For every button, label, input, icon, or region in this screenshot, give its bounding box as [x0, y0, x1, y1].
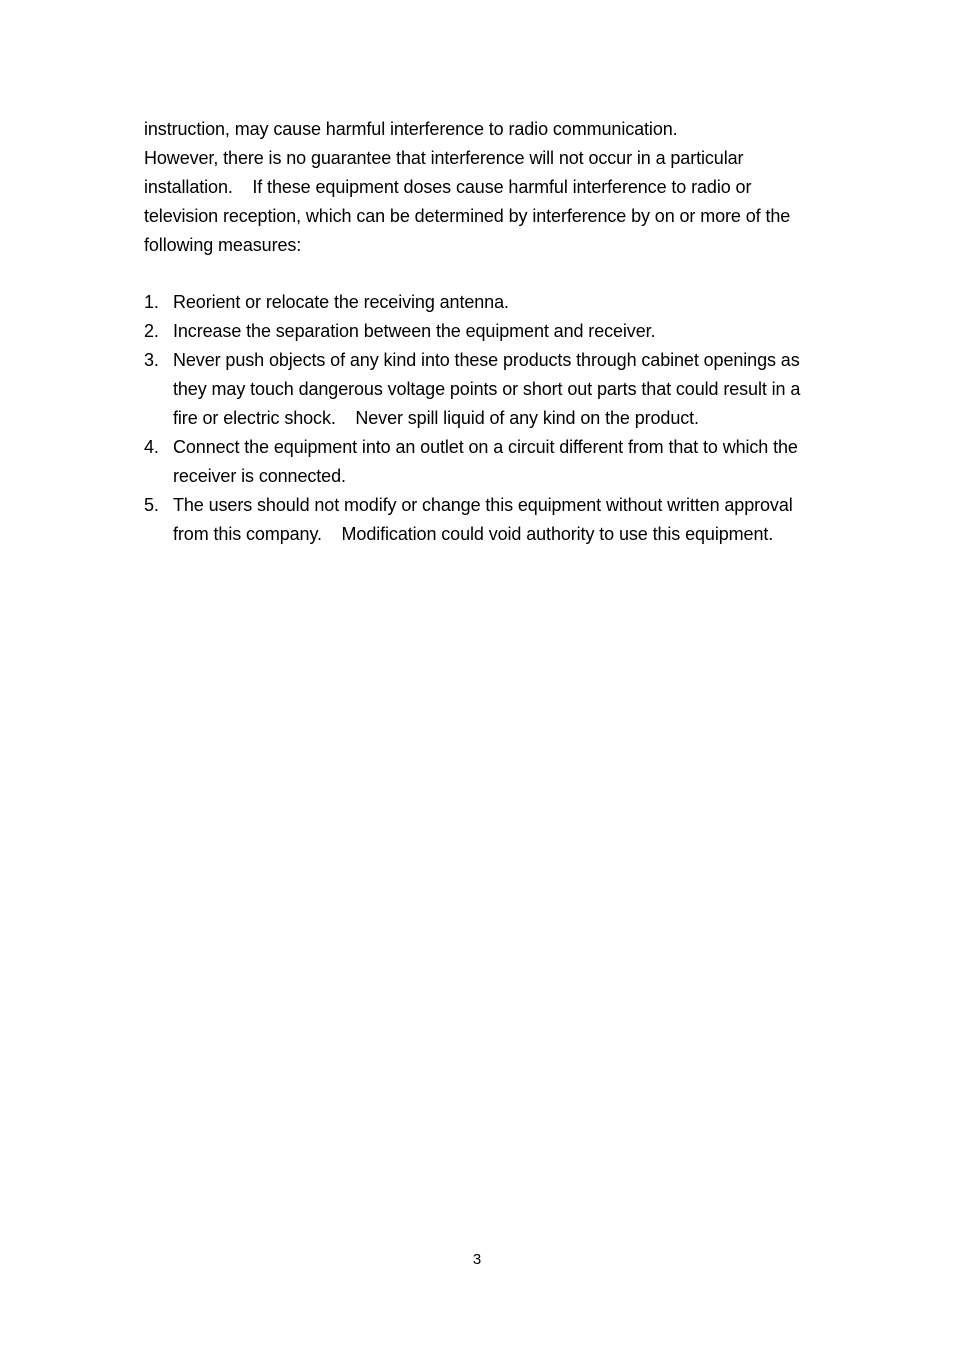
list-item-number: 4.: [144, 437, 159, 457]
list-item-number: 2.: [144, 321, 159, 341]
page-number: 3: [472, 1251, 482, 1268]
list-item-text: Increase the separation between the equipment and receiver.: [173, 321, 656, 341]
page-content: [144, 115, 824, 549]
list-item-text: Reorient or relocate the receiving antenna.: [173, 292, 509, 312]
list-item-number: 3.: [144, 350, 159, 370]
list-item: [144, 317, 824, 346]
intro-paragraph: However, there is no guarantee that interference will not occur in a particular installation. If these equipment doses cause harmful interference to radio or television reception, which can be determined by interference by on or more of the following measures:: [144, 148, 796, 255]
list-item-text: Connect the equipment into an outlet on a circuit different from that to which the receiver is connected.: [173, 437, 803, 486]
list-item-text: The users should not modify or change this equipment without written approval from this company. Modification could void authority to use this equipment.: [173, 495, 798, 544]
list-item-number: 5.: [144, 495, 159, 515]
measures-list: [144, 288, 824, 549]
intro-section: [144, 115, 824, 260]
list-item: [144, 491, 824, 549]
list-item-number: 1.: [144, 292, 159, 312]
list-item: [144, 346, 824, 433]
list-item: [144, 288, 824, 317]
list-item: [144, 433, 824, 491]
list-item-text: Never push objects of any kind into these products through cabinet openings as they may touch dangerous voltage points or short out parts that could result in a fire or electric shock. Never spill liquid of any kind on the product.: [173, 350, 806, 428]
intro-paragraph: instruction, may cause harmful interference to radio communication.: [144, 119, 678, 139]
